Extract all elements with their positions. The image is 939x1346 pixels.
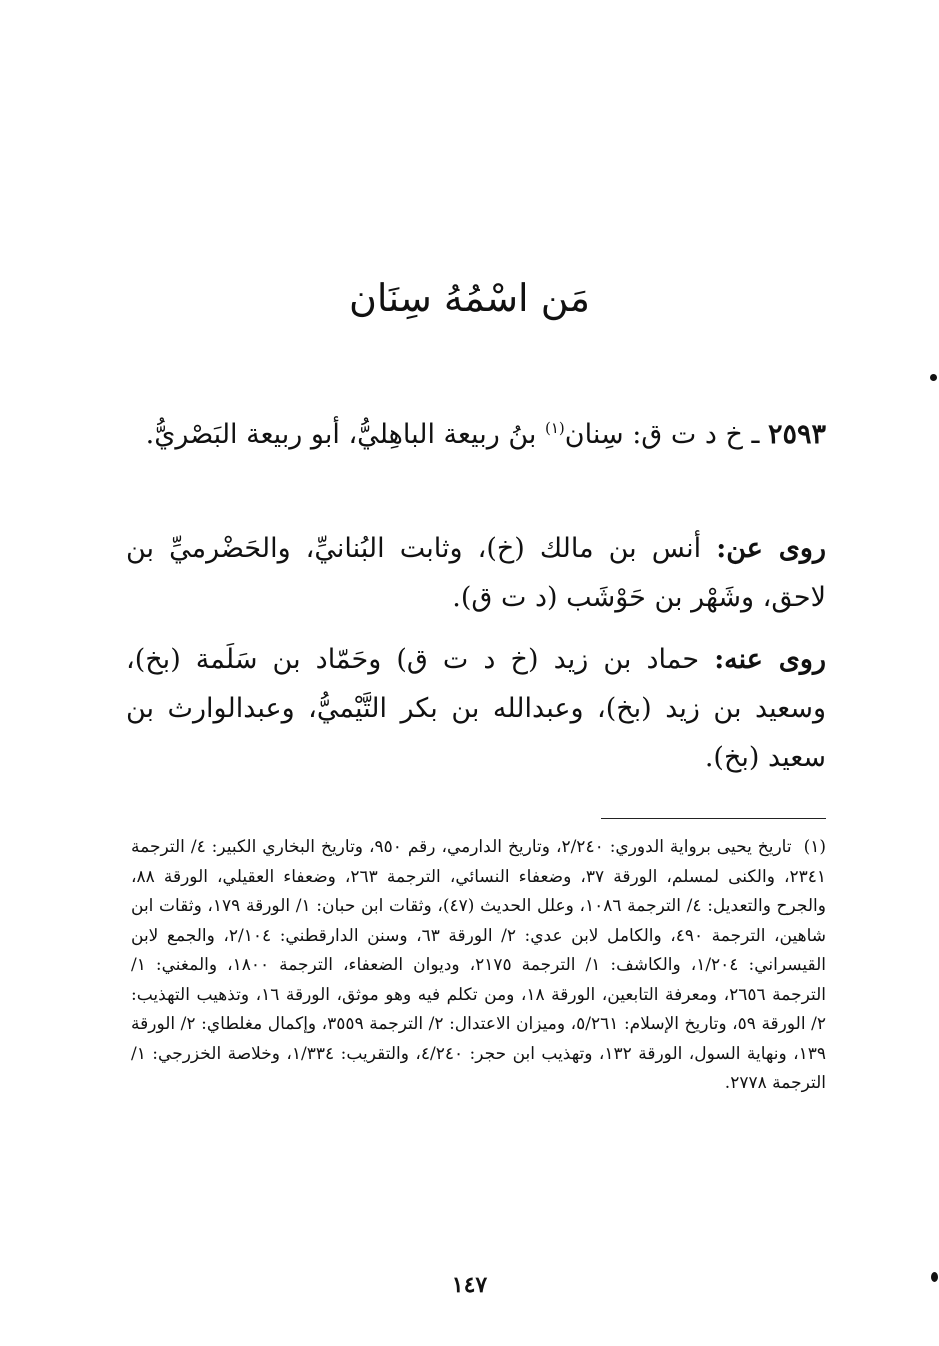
narrated-from-label: روى عن: <box>716 533 826 564</box>
entry-name: سِنان <box>564 419 624 450</box>
narrated-by-paragraph <box>126 635 826 782</box>
narrated-by-text: حماد بن زيد (خ د ت ق) وحَمّاد بن سَلَمة (بخ)، وسعيد بن زيد (بخ)، وعبدالله بن بكر التَّيْميُّ، وعبدالوارث بن سعيد (بخ). <box>126 644 826 773</box>
page-number: ١٤٧ <box>451 1272 488 1298</box>
scan-speck <box>931 1272 938 1282</box>
entry-dash: ـ <box>751 419 760 450</box>
narrated-by-label: روى عنه: <box>714 644 826 675</box>
section-heading: مَن اسْمُهُ سِنَان <box>349 276 590 320</box>
narrated-from-paragraph <box>126 524 826 622</box>
footnote-text: تاريخ يحيى برواية الدوري: ٢/٢٤٠، وتاريخ الدارمي، رقم ٩٥٠، وتاريخ البخاري الكبير: ٤/ الترجمة ٢٣٤١، والكنى لمسلم، الورقة ٣٧، وضعفاء النسائي، الترجمة ٢٦٣، وضعفاء العقيلي، الورقة ٨٨، والجرح والتعديل: ٤/ الترجمة ١٠٨٦، وعلل الحديث (٤٧)، وثقات ابن حبان: ١/ الورقة ١٧٩، وثقات ابن شاهين، الترجمة ٤٩٠، والكامل لابن عدي: ٢/ الورقة ٦٣، وسنن الدارقطني: ٢/١٠٤، والجمع لابن القيسراني: ١/٢٠٤، والكاشف: ١/ الترجمة ٢١٧٥، وديوان الضعفاء، الترجمة ١٨٠٠، والمغني: ١/ الترجمة ٢٦٥٦، ومعرفة التابعين، الورقة ١٨، ومن تكلم فيه وهو موثق، الورقة ١٦، وتذهيب التهذيب: ٢/ الورقة ٥٩، وتاريخ الإسلام: ٥/٢٦١، وميزان الاعتدال: ٢/ الترجمة ٣٥٥٩، وإكمال مغلطاي: ٢/ الورقة ١٣٩، ونهاية السول، الورقة ١٣٢، وتهذيب ابن حجر: ٤/٢٤٠، والتقريب: ١/٣٣٤، وخلاصة الخزرجي: ١/ الترجمة ٢٧٧٨. <box>131 837 827 1093</box>
biography-entry <box>126 410 826 459</box>
entry-symbols: خ د ت ق: <box>632 419 743 450</box>
footnote <box>131 833 826 1099</box>
footnote-reference: (١) <box>545 419 565 437</box>
footnote-marker: (١) <box>803 837 827 857</box>
entry-rest: بنُ ربيعة الباهِليُّ، أبو ربيعة البَصْريُّ. <box>145 419 537 450</box>
scan-speck <box>930 374 937 381</box>
entry-number: ٢٥٩٣ <box>767 419 826 450</box>
narrated-from-text: أنس بن مالك (خ)، وثابت البُنانيِّ، والحَضْرميِّ بن لاحق، وشَهْر بن حَوْشَب (د ت ق). <box>126 533 826 613</box>
footnote-separator <box>601 818 826 819</box>
